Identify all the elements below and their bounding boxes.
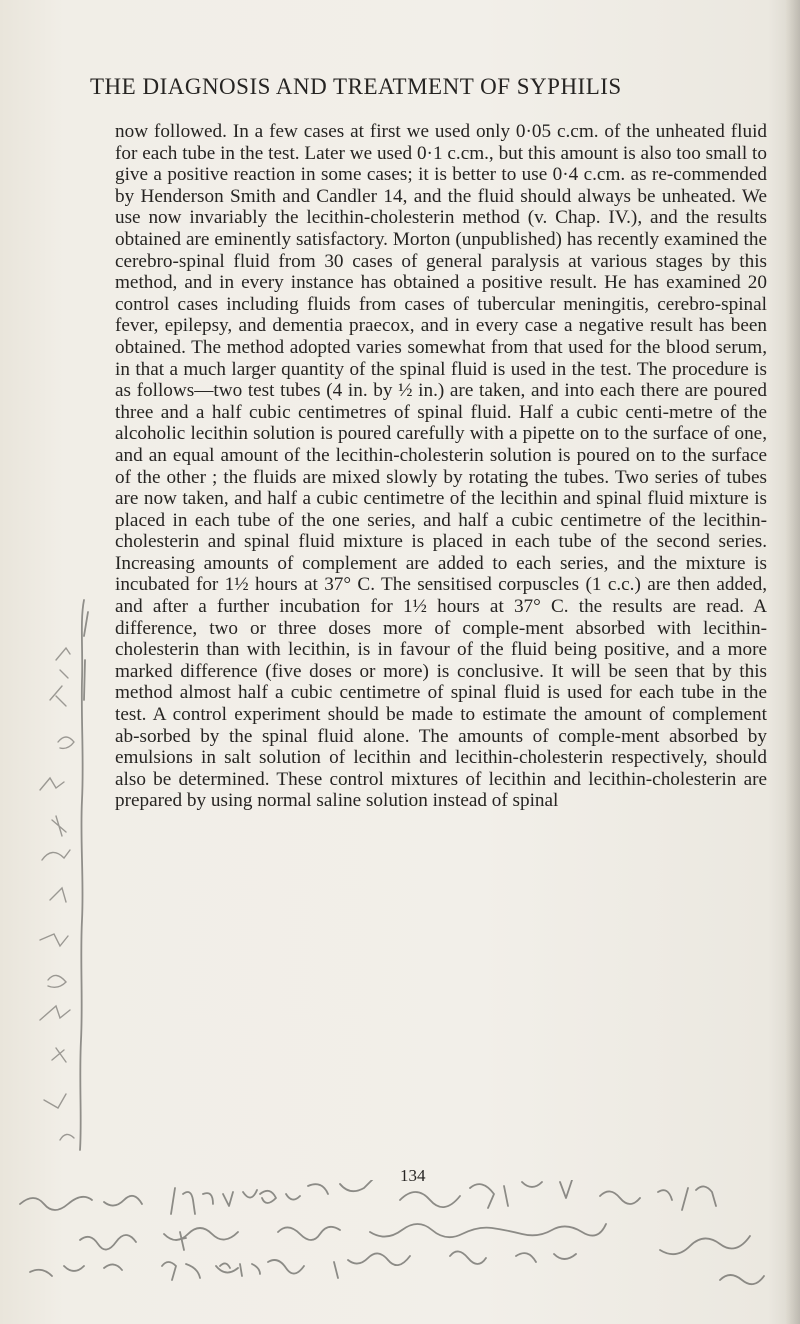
margin-bracket-line — [80, 600, 88, 1150]
paragraph: now followed. In a few cases at first we used only 0·05 c.cm. of the unheated fluid for each tube in the test. Later we used 0·1 c.cm., but this amount is also too small to give a positive reaction in some cases; it is better to use 0·4 c.cm. as re-commended by Henderson Smith and Candler 14, and the fluid should always be unheated. We use now invariably the lecithin-cholesterin method (v. Chap. IV.), and the results obtained are eminently satisfactory. Morton (unpublished) has recently examined the cerebro-spinal fluid from 30 cases of general paralysis at various stages by this method, and in every instance has obtained a positive result. He has examined 20 control cases including fluids from cases of tubercular meningitis, cerebro-spinal fever, epilepsy, and dementia praecox, and in every case a negative result has been obtained. The method adopted varies somewhat from that used for the blood serum, in that a much larger quantity of the spinal fluid is used in the test. The procedure is as follows—two test tubes (4 in. by ½ in.) are taken, and into each there are poured three and a half cubic centimetres of spinal fluid. Half a cubic centi-metre of the alcoholic lecithin solution is poured carefully with a pipette on to the surface of one, and an equal amount of the lecithin-cholesterin solution is poured on to the surface of the other ; the fluids are mixed slowly by rotating the tubes. Two series of tubes are now taken, and half a cubic centimetre of the lecithin and spinal fluid mixture is placed in each tube of the one series, and half a cubic centimetre of the lecithin-cholesterin and spinal fluid mixture is placed in each tube of the second series. Increasing amounts of complement are added to each series, and the mixture is incubated for 1½ hours at 37° C. The sensitised corpuscles (1 c.c.) are then added, and after a further incubation for 1½ hours at 37° C. the results are read. A difference, two or three doses more of comple-ment absorbed with lecithin-cholesterin than with lecithin, is in favour of the fluid being positive, and a more marked difference (five doses or more) is conclusive. It will be seen that by this method almost half a cubic centimetre of spinal fluid is used for each tube in the test. A control experiment should be made to estimate the amount of complement ab-sorbed by the spinal fluid alone. The amounts of comple-ment absorbed by emulsions in salt solution of lecithin and lecithin-cholesterin respectively, should also be determined. These control mixtures of lecithin and lecithin-cholesterin are prepared by using normal saline solution instead of spinal — [115, 121, 767, 812]
bottom-pencil-handwriting — [0, 1180, 800, 1324]
page-number: 134 — [400, 1166, 426, 1185]
running-head: THE DIAGNOSIS AND TREATMENT OF SYPHILIS — [90, 74, 622, 99]
body-text — [115, 121, 767, 812]
margin-scribble-marks — [40, 648, 74, 1140]
page-edge-shadow — [786, 0, 800, 1324]
